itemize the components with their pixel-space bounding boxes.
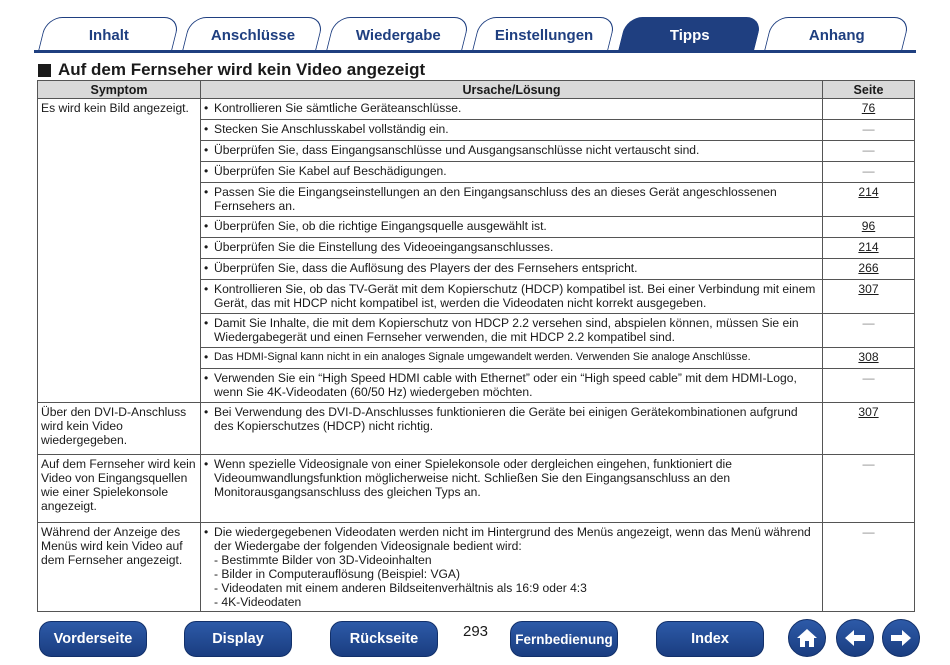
tab-einstellungen[interactable]: Einstellungen xyxy=(472,17,617,53)
bullet-icon: • xyxy=(204,405,209,419)
bullet-icon: • xyxy=(204,101,209,115)
page-cell xyxy=(823,523,915,612)
cause-text: Das HDMI-Signal kann nicht in ein analoges Signale umgewandelt werden. Verwenden Sie analoge Anschlüsse. xyxy=(214,351,751,363)
header-cause: Ursache/Lösung xyxy=(201,81,823,99)
forward-arrow-icon xyxy=(889,628,913,648)
bullet-icon: • xyxy=(204,350,209,364)
header-page: Seite xyxy=(823,81,915,99)
sub-item: - Videodaten mit einem anderen Bildseitenverhältnis als 16:9 oder 4:3 xyxy=(214,581,587,595)
cause-cell xyxy=(201,217,823,238)
page-cell xyxy=(823,314,915,348)
page-cell xyxy=(823,238,915,259)
page-dash: — xyxy=(862,457,875,471)
cause-cell xyxy=(201,348,823,369)
page-number: 293 xyxy=(463,623,489,640)
page-dash: — xyxy=(862,164,875,178)
bullet-icon: • xyxy=(204,143,209,157)
cause-text: Verwenden Sie ein “High Speed HDMI cable with Ethernet” oder ein “High speed cable” mit dem HDMI-Logo, wenn Sie 4K-Videodaten (60/50 Hz) wiedergeben möchten. xyxy=(214,371,797,399)
cause-text: Überprüfen Sie, ob die richtige Eingangsquelle ausgewählt ist. xyxy=(214,219,547,233)
page-dash: — xyxy=(862,525,875,539)
table-row xyxy=(38,99,915,120)
symptom-cell: Während der Anzeige des Menüs wird kein Video auf dem Fernseher angezeigt. xyxy=(38,523,201,612)
page-link[interactable]: 96 xyxy=(861,219,876,233)
page-cell xyxy=(823,348,915,369)
page-cell xyxy=(823,403,915,455)
forward-arrow-button[interactable] xyxy=(882,619,920,657)
cause-cell xyxy=(201,141,823,162)
cause-text: Überprüfen Sie, dass Eingangsanschlüsse und Ausgangsanschlüsse nicht vertauscht sind. xyxy=(214,143,700,157)
cause-text: Überprüfen Sie Kabel auf Beschädigungen. xyxy=(214,164,447,178)
tab-inhalt[interactable]: Inhalt xyxy=(38,17,181,53)
cause-cell xyxy=(201,238,823,259)
table-body xyxy=(38,99,915,612)
cause-cell xyxy=(201,455,823,523)
cause-cell xyxy=(201,280,823,314)
home-icon xyxy=(795,627,819,649)
cause-text: Wenn spezielle Videosignale von einer Spielekonsole oder dergleichen eingehen, funktioniert die Videoumwandlungsfunktion möglicherweise nicht. Schließen Sie den Eingangsanschluss an den Monitorausgangsanschluss des gleichen Typs an. xyxy=(214,457,732,499)
page-dash: — xyxy=(862,122,875,136)
front-button[interactable]: Vorderseite xyxy=(39,621,147,657)
tab-wiedergabe[interactable]: Wiedergabe xyxy=(326,17,471,53)
cause-text: Bei Verwendung des DVI-D-Anschlusses funktionieren die Geräte bei einigen Gerätekombinationen aufgrund des Kopierschutzes (HDCP) nicht richtig. xyxy=(214,405,798,433)
page-link[interactable]: 307 xyxy=(858,282,879,296)
symptom-cell: Auf dem Fernseher wird kein Video von Eingangsquellen wie einer Spielekonsole angezeigt. xyxy=(38,455,201,523)
cause-text: Damit Sie Inhalte, die mit dem Kopierschutz von HDCP 2.2 versehen sind, abspielen können, müssen Sie ein Wiedergabegerät und einen Fernseher verwenden, die mit HDCP 2.2 kompatibel sind. xyxy=(214,316,799,344)
tab-anhang[interactable]: Anhang xyxy=(764,17,911,53)
tab-anschluesse[interactable]: Anschlüsse xyxy=(182,17,325,53)
remote-button[interactable]: Fernbedienung xyxy=(510,621,618,657)
sub-item: - Bilder in Computerauflösung (Beispiel: VGA) xyxy=(214,567,461,581)
cause-cell xyxy=(201,259,823,280)
cause-text: Kontrollieren Sie sämtliche Geräteanschlüsse. xyxy=(214,101,462,115)
bullet-icon: • xyxy=(204,282,209,296)
tab-tipps[interactable]: Tipps xyxy=(618,17,763,53)
bullet-icon: • xyxy=(204,122,209,136)
page-link[interactable]: 266 xyxy=(858,261,879,275)
cause-text: Passen Sie die Eingangseinstellungen an den Eingangsanschluss des an dieses Gerät angeschlossenen Fernsehers an. xyxy=(214,185,777,213)
page-dash: — xyxy=(862,316,875,330)
cause-cell xyxy=(201,369,823,403)
bullet-icon: • xyxy=(204,457,209,471)
sub-item: - 4K-Videodaten xyxy=(214,595,302,609)
cause-text: Die wiedergegebenen Videodaten werden nicht im Hintergrund des Menüs angezeigt, wenn das Menü während der Wiedergabe der folgenden Videosignale bedient wird: xyxy=(214,525,811,553)
back-arrow-button[interactable] xyxy=(836,619,874,657)
cause-cell xyxy=(201,403,823,455)
page-title: Auf dem Fernseher wird kein Video angezeigt xyxy=(58,60,426,79)
page-cell xyxy=(823,217,915,238)
table-row xyxy=(38,523,915,612)
page-cell xyxy=(823,162,915,183)
sub-item: - Bestimmte Bilder von 3D-Videoinhalten xyxy=(214,553,432,567)
cause-text: Überprüfen Sie die Einstellung des Videoeingangsanschlusses. xyxy=(214,240,554,254)
cause-cell xyxy=(201,523,823,612)
bullet-icon: • xyxy=(204,371,209,385)
square-bullet-icon xyxy=(38,64,51,77)
table-row xyxy=(38,403,915,455)
page-link[interactable]: 214 xyxy=(858,185,879,199)
tab-bar xyxy=(34,17,916,53)
page-cell xyxy=(823,120,915,141)
page-cell xyxy=(823,99,915,120)
page-link[interactable]: 307 xyxy=(858,405,879,419)
bullet-icon: • xyxy=(204,240,209,254)
back-panel-button[interactable]: Rückseite xyxy=(330,621,438,657)
display-button[interactable]: Display xyxy=(184,621,292,657)
symptom-cell: Über den DVI-D-Anschluss wird kein Video wiedergegeben. xyxy=(38,403,201,455)
bullet-icon: • xyxy=(204,219,209,233)
home-button[interactable] xyxy=(788,619,826,657)
page-cell xyxy=(823,280,915,314)
bullet-icon: • xyxy=(204,185,209,199)
page-cell xyxy=(823,369,915,403)
cause-cell xyxy=(201,162,823,183)
table-row xyxy=(38,455,915,523)
index-button[interactable]: Index xyxy=(656,621,764,657)
page-cell xyxy=(823,183,915,217)
page-link[interactable]: 76 xyxy=(861,101,876,115)
page-cell xyxy=(823,259,915,280)
page-link[interactable]: 308 xyxy=(858,350,879,364)
cause-text: Stecken Sie Anschlusskabel vollständig ein. xyxy=(214,122,449,136)
cause-cell xyxy=(201,183,823,217)
bullet-icon: • xyxy=(204,525,209,539)
table-header-row xyxy=(38,81,915,99)
cause-cell xyxy=(201,99,823,120)
page-cell xyxy=(823,141,915,162)
bullet-icon: • xyxy=(204,261,209,275)
bullet-icon: • xyxy=(204,164,209,178)
cause-cell xyxy=(201,314,823,348)
page-cell xyxy=(823,455,915,523)
section-heading xyxy=(38,60,425,80)
page-dash: — xyxy=(862,371,875,385)
symptom-cell: Es wird kein Bild angezeigt. xyxy=(38,99,201,403)
troubleshooting-table xyxy=(37,80,915,612)
back-arrow-icon xyxy=(843,628,867,648)
cause-text: Kontrollieren Sie, ob das TV-Gerät mit dem Kopierschutz (HDCP) kompatibel ist. Bei einer Verbindung mit einem Gerät, das mit HDCP nicht kompatibel ist, werden die Videodaten nicht korrekt ausgegeben. xyxy=(214,282,816,310)
page-link[interactable]: 214 xyxy=(858,240,879,254)
cause-text: Überprüfen Sie, dass die Auflösung des Players der des Fernsehers entspricht. xyxy=(214,261,638,275)
cause-cell xyxy=(201,120,823,141)
page-dash: — xyxy=(862,143,875,157)
tab-underline xyxy=(34,50,916,53)
bullet-icon: • xyxy=(204,316,209,330)
header-symptom: Symptom xyxy=(38,81,201,99)
